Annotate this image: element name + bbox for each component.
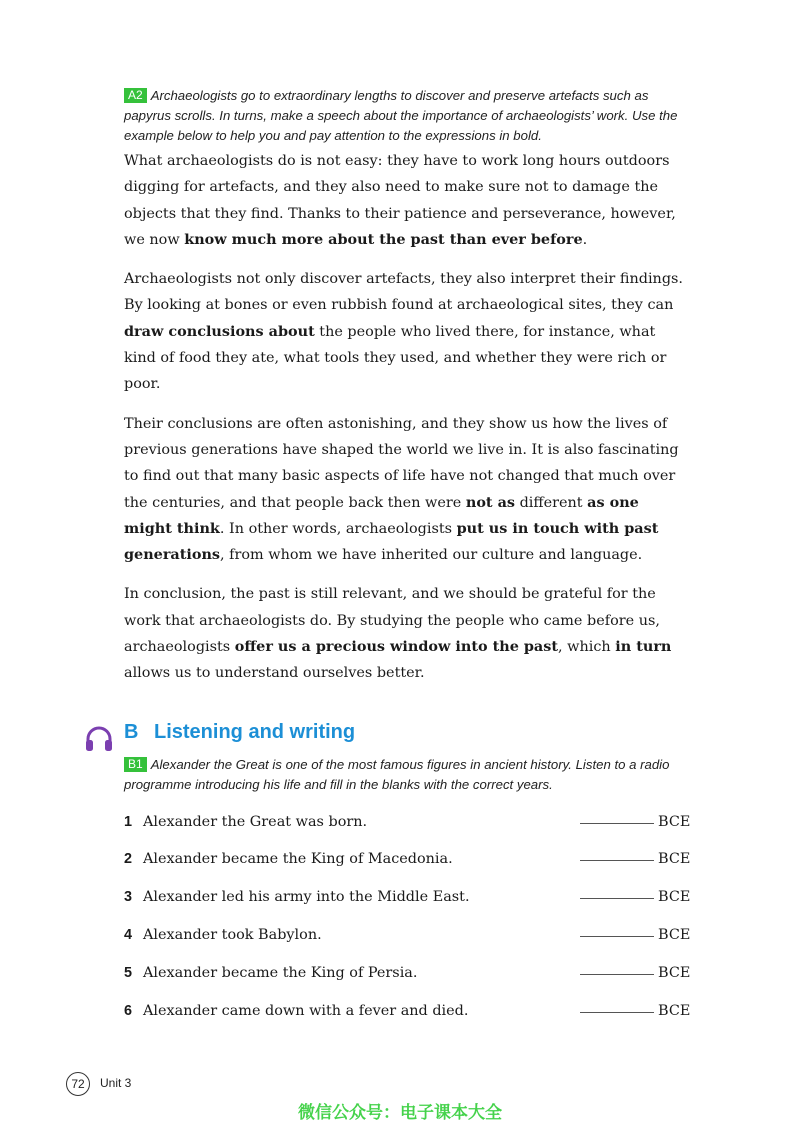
- year-unit: BCE: [658, 964, 691, 981]
- answer-blank[interactable]: [580, 974, 654, 975]
- item-number: 5: [124, 964, 133, 981]
- section-letter: B: [124, 720, 139, 743]
- paragraph-text: different: [515, 494, 588, 511]
- bold-expression: as one might think: [124, 493, 639, 537]
- paragraph-text: , from whom we have inherited our culture and language.: [220, 547, 643, 564]
- speech-paragraph: [124, 581, 690, 686]
- section-title: Listening and writing: [154, 720, 356, 743]
- fill-in-item: [124, 998, 690, 1036]
- item-text: Alexander the Great was born.: [143, 813, 368, 830]
- bold-expression: in turn: [615, 638, 672, 656]
- paragraph-text: allows us to understand ourselves better.: [124, 665, 425, 682]
- answer-blank[interactable]: [580, 860, 654, 861]
- task-b1-instruction: Alexander the Great is one of the most famous figures in ancient history. Listen to a radio programme introducing his life and fill in the blanks with the correct years.: [124, 756, 670, 792]
- headphones-icon[interactable]: [84, 724, 114, 754]
- item-number: 3: [124, 889, 133, 906]
- item-text: Alexander came down with a fever and died.: [143, 1002, 469, 1019]
- paragraph-text: . In other words, archaeologists: [219, 520, 457, 537]
- item-text: Alexander became the King of Persia.: [143, 964, 418, 981]
- answer-blank[interactable]: [580, 898, 654, 899]
- year-unit: BCE: [658, 927, 691, 944]
- fill-in-item: [124, 922, 690, 960]
- answer-blank[interactable]: [580, 936, 654, 937]
- bold-expression: not as: [465, 493, 516, 511]
- page-number: 72: [66, 1072, 90, 1096]
- page-content: [124, 86, 690, 1035]
- paragraph-text: Their conclusions are often astonishing, and they show us how the lives of previous generations have shaped the world we live in. It is also fascinating to find out that many basic aspects of life have not changed that much over the centuries, and that people back then were: [124, 415, 679, 511]
- fill-in-list: [124, 809, 690, 1036]
- speech-paragraph: [124, 148, 690, 253]
- year-unit: BCE: [658, 889, 691, 906]
- item-number: 6: [124, 1002, 133, 1019]
- speech-paragraph: [124, 266, 690, 397]
- year-unit: BCE: [658, 851, 691, 868]
- page-footer: [66, 1072, 131, 1096]
- answer-blank[interactable]: [580, 823, 654, 824]
- fill-in-item: [124, 846, 690, 884]
- bold-expression: draw conclusions about: [124, 322, 315, 340]
- item-number: 1: [124, 813, 133, 830]
- paragraph-text: the people who lived there, for instance, what kind of food they ate, what tools they used, and whether they were rich or poor.: [124, 323, 667, 393]
- bold-expression: know much more about the past than ever before: [184, 230, 583, 248]
- paragraph-text: .: [582, 231, 588, 248]
- section-b-heading: [124, 719, 690, 745]
- bold-expression: offer us a precious window into the past: [234, 638, 559, 656]
- year-unit: BCE: [658, 1002, 691, 1019]
- item-text: Alexander led his army into the Middle East.: [143, 889, 470, 906]
- unit-label: Unit 3: [100, 1076, 132, 1091]
- fill-in-item: [124, 960, 690, 998]
- item-number: 4: [124, 927, 133, 944]
- item-number: 2: [124, 851, 133, 868]
- fill-in-item: [124, 809, 690, 847]
- year-unit: BCE: [658, 813, 691, 830]
- bold-expression: put us in touch with past generations: [124, 519, 659, 564]
- fill-in-item: [124, 884, 690, 922]
- paragraph-text: In conclusion, the past is still relevant, and we should be grateful for the work that archaeologists do. By studying the people who came before us, archaeologists: [124, 586, 660, 656]
- watermark: 微信公众号：电子课本大全: [298, 1103, 502, 1123]
- paragraph-text: What archaeologists do is not easy: they have to work long hours outdoors digging for artefacts, and they also need to make sure not to damage the objects that they find. Thanks to their patience and perseverance, however, we now: [124, 153, 676, 248]
- task-b1: [124, 755, 690, 795]
- task-tag-a2: A2: [124, 88, 147, 103]
- item-text: Alexander became the King of Macedonia.: [143, 851, 453, 868]
- speech-paragraph: [124, 411, 690, 569]
- paragraph-text: Archaeologists not only discover artefacts, they also interpret their findings. By looking at bones or even rubbish found at archaeological sites, they can: [124, 271, 683, 314]
- paragraph-text: , which: [558, 639, 616, 656]
- item-text: Alexander took Babylon.: [143, 927, 322, 944]
- task-a2-instruction: Archaeologists go to extraordinary lengths to discover and preserve artefacts such as papyrus scrolls. In turns, make a speech about the importance of archaeologists’ work. Use the example below to help you and pay attention to the expressions in bold.: [124, 88, 678, 143]
- speech-example: [124, 148, 690, 687]
- task-tag-b1: B1: [124, 757, 147, 772]
- task-a2: [124, 86, 690, 146]
- answer-blank[interactable]: [580, 1012, 654, 1013]
